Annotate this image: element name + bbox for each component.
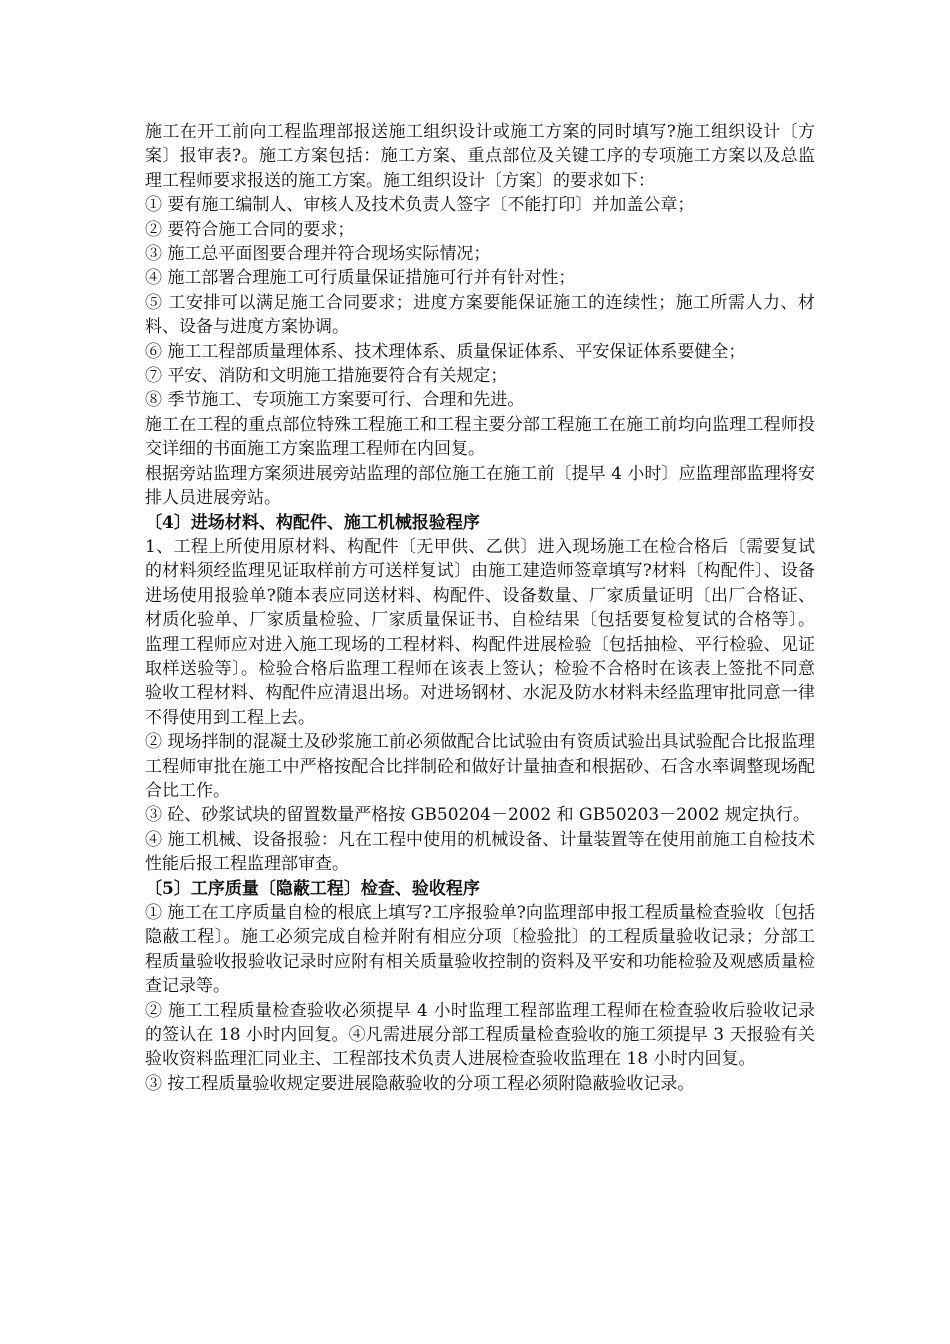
list-item: ② 要符合施工合同的要求； [145,219,355,240]
section-heading: 〔4〕进场材料、构配件、施工机械报验程序 [145,512,480,533]
paragraph: 1、工程上所使用原材料、构配件〔无甲供、乙供〕进入现场施工在检合格后〔需要复试的材料须经监理见证取样前方可送样复试〕由施工建造师签章填写?材料〔构配件〕、设备进场使用报验单?随本表应同送材料、构配件、设备数量、厂家质量证明〔出厂合格证、材质化验单、厂家质量检验、厂家质量保证书、自检结果〔包括要复检复试的合格等〕。监理工程师应对进入施工现场的工程材料、构配件进展检验〔包括抽检、平行检验、见证取样送验等〕。检验合格后监理工程师在该表上签认；检验不合格时在该表上签批不同意验收工程材料、构配件应清退出场。对进场钢材、水泥及防水材料未经监理审批同意一律不得使用到工程上去。 [145,536,815,728]
list-item: ③ 按工程质量验收规定要进展隐蔽验收的分项工程必须附隐蔽验收记录。 [145,1073,695,1094]
list-item: ⑧ 季节施工、专项施工方案要可行、合理和先进。 [145,390,525,411]
list-item: ④ 施工部署合理施工可行质量保证措施可行并有针对性； [145,268,576,289]
list-item: ① 要有施工编制人、审核人及技术负责人签字〔不能打印〕并加盖公章； [145,195,695,216]
document-page [145,120,815,1096]
list-item: ① 施工在工序质量自检的根底上填写?工序报验单?向监理部申报工程质量检查验收〔包括隐蔽工程〕。施工必须完成自检并附有相应分项〔检验批〕的工程质量验收记录；分部工程质量验收报验收记录时应附有相关质量验收控制的资料及平安和功能检验及观感质量检查记录等。 [145,903,815,997]
list-item: ⑤ 工安排可以满足施工合同要求；进度方案要能保证施工的连续性；施工所需人力、材料、设备与进度方案协调。 [145,292,815,338]
paragraph: 根据旁站监理方案须进展旁站监理的部位施工在施工前〔提早 4 小时〕应监理部监理将安排人员进展旁站。 [145,463,815,509]
section-heading: 〔5〕工序质量〔隐蔽工程〕检查、验收程序 [145,878,480,899]
list-item: ⑥ 施工工程部质量理体系、技术理体系、质量保证体系、平安保证体系要健全； [145,341,746,362]
list-item: ⑦ 平安、消防和文明施工措施要符合有关规定； [145,366,508,387]
list-item: ② 现场拌制的混凝土及砂浆施工前必须做配合比试验由有资质试验出具试验配合比报监理工程师审批在施工中严格按配合比拌制砼和做好计量抽查和根据砂、石含水率调整现场配合比工作。 [145,732,815,801]
paragraph: 施工在开工前向工程监理部报送施工组织设计或施工方案的同时填写?施工组织设计〔方案〕报审表?。施工方案包括：施工方案、重点部位及关键工序的专项施工方案以及总监理工程师要求报送的施工方案。施工组织设计〔方案〕的要求如下： [145,122,815,191]
list-item: ③ 施工总平面图要合理并符合现场实际情况； [145,244,491,265]
list-item: ④ 施工机械、设备报验：凡在工程中使用的机械设备、计量装置等在使用前施工自检技术性能后报工程监理部审查。 [145,829,815,875]
list-item: ③ 砼、砂浆试块的留置数量严格按 GB50204－2002 和 GB50203－2002 规定执行。 [145,805,810,826]
list-item: ② 施工工程质量检查验收必须提早 4 小时监理工程部监理工程师在检查验收后验收记录的签认在 18 小时内回复。④凡需进展分部工程质量检查验收的施工须提早 3 天报验有关验收资料监理汇同业主、工程部技术负责人进展检查验收监理在 18 小时内回复。 [145,1000,815,1070]
paragraph: 施工在工程的重点部位特殊工程施工和工程主要分部工程施工在施工前均向监理工程师投交详细的书面施工方案监理工程师在内回复。 [145,414,815,460]
